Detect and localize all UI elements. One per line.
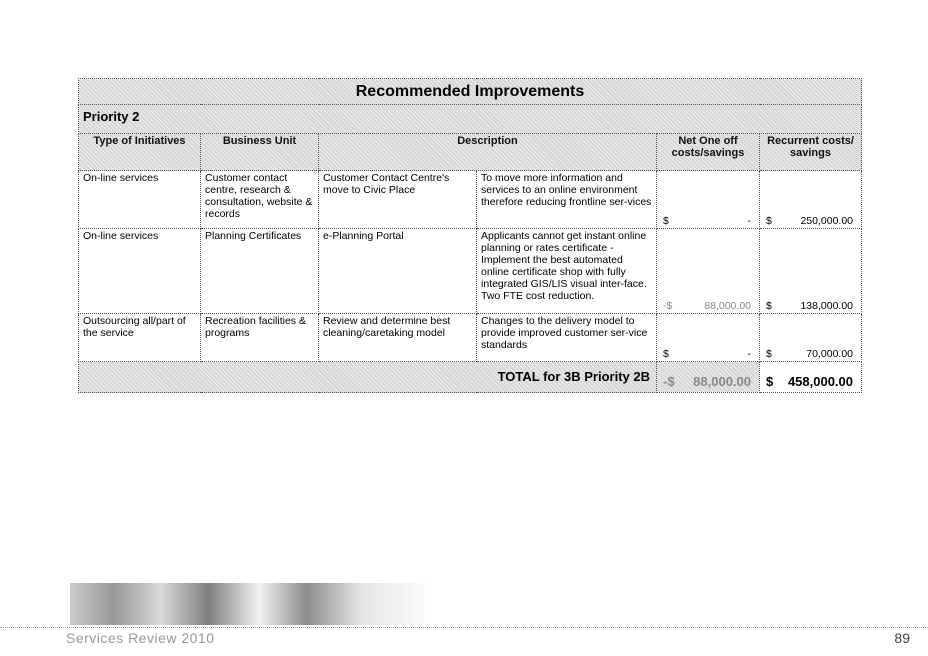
header-description: Description xyxy=(319,134,657,171)
row-desc-a: e-Planning Portal xyxy=(319,229,477,314)
row-net xyxy=(657,314,760,362)
row-unit: Customer contact centre, research & consultation, website & records xyxy=(201,171,319,229)
row-type: On-line services xyxy=(79,171,201,229)
row-type: Outsourcing all/part of the service xyxy=(79,314,201,362)
recurrent-currency: $ xyxy=(766,300,772,312)
total-recurrent xyxy=(760,362,862,393)
recurrent-currency: $ xyxy=(766,348,772,360)
table-row xyxy=(79,314,862,362)
header-type: Type of Initiatives xyxy=(79,134,201,171)
total-label: TOTAL for 3B Priority 2B xyxy=(79,362,657,393)
improvements-table xyxy=(78,78,862,393)
row-unit: Recreation facilities & programs xyxy=(201,314,319,362)
recurrent-currency: $ xyxy=(766,215,772,227)
total-recurrent-currency: $ xyxy=(766,374,774,389)
net-amount: - xyxy=(747,348,751,360)
row-type: On-line services xyxy=(79,229,201,314)
page-number: 89 xyxy=(894,630,910,646)
header-unit: Business Unit xyxy=(201,134,319,171)
row-desc-a: Customer Contact Centre's move to Civic Place xyxy=(319,171,477,229)
table-row xyxy=(79,171,862,229)
priority-label: Priority 2 xyxy=(79,105,862,134)
total-net xyxy=(657,362,760,393)
net-amount: 88,000.00 xyxy=(704,300,751,312)
table-row xyxy=(79,229,862,314)
row-recurrent xyxy=(760,171,862,229)
net-currency: $ xyxy=(663,348,669,360)
recurrent-amount: 250,000.00 xyxy=(800,215,854,227)
total-row xyxy=(79,362,862,393)
row-unit: Planning Certificates xyxy=(201,229,319,314)
total-net-amount: 88,000.00 xyxy=(693,374,751,389)
header-net: Net One off costs/savings xyxy=(657,134,760,171)
row-net xyxy=(657,171,760,229)
total-net-currency: -$ xyxy=(663,374,675,389)
row-desc-b: To move more information and services to an online environment therefore reducing frontline ser-vices xyxy=(477,171,657,229)
footer-divider xyxy=(0,627,928,628)
footer-title: Services Review 2010 xyxy=(66,630,215,646)
footer-photo-strip xyxy=(70,583,434,625)
recurrent-amount: 70,000.00 xyxy=(806,348,854,360)
row-recurrent xyxy=(760,314,862,362)
net-amount: - xyxy=(747,215,751,227)
net-currency: -$ xyxy=(663,300,673,312)
row-desc-b: Changes to the delivery model to provide improved customer ser-vice standards xyxy=(477,314,657,362)
row-recurrent xyxy=(760,229,862,314)
table-title: Recommended Improvements xyxy=(79,79,862,105)
row-net xyxy=(657,229,760,314)
total-recurrent-amount: 458,000.00 xyxy=(787,374,854,389)
row-desc-a: Review and determine best cleaning/caretaking model xyxy=(319,314,477,362)
row-desc-b: Applicants cannot get instant online planning or rates certificate - Implement the best automated online certificate shop with fully integrated GIS/LIS visual inter-face. Two FTE cost reduction. xyxy=(477,229,657,314)
header-recurrent: Recurrent costs/ savings xyxy=(760,134,862,171)
recurrent-amount: 138,000.00 xyxy=(800,300,854,312)
net-currency: $ xyxy=(663,215,669,227)
